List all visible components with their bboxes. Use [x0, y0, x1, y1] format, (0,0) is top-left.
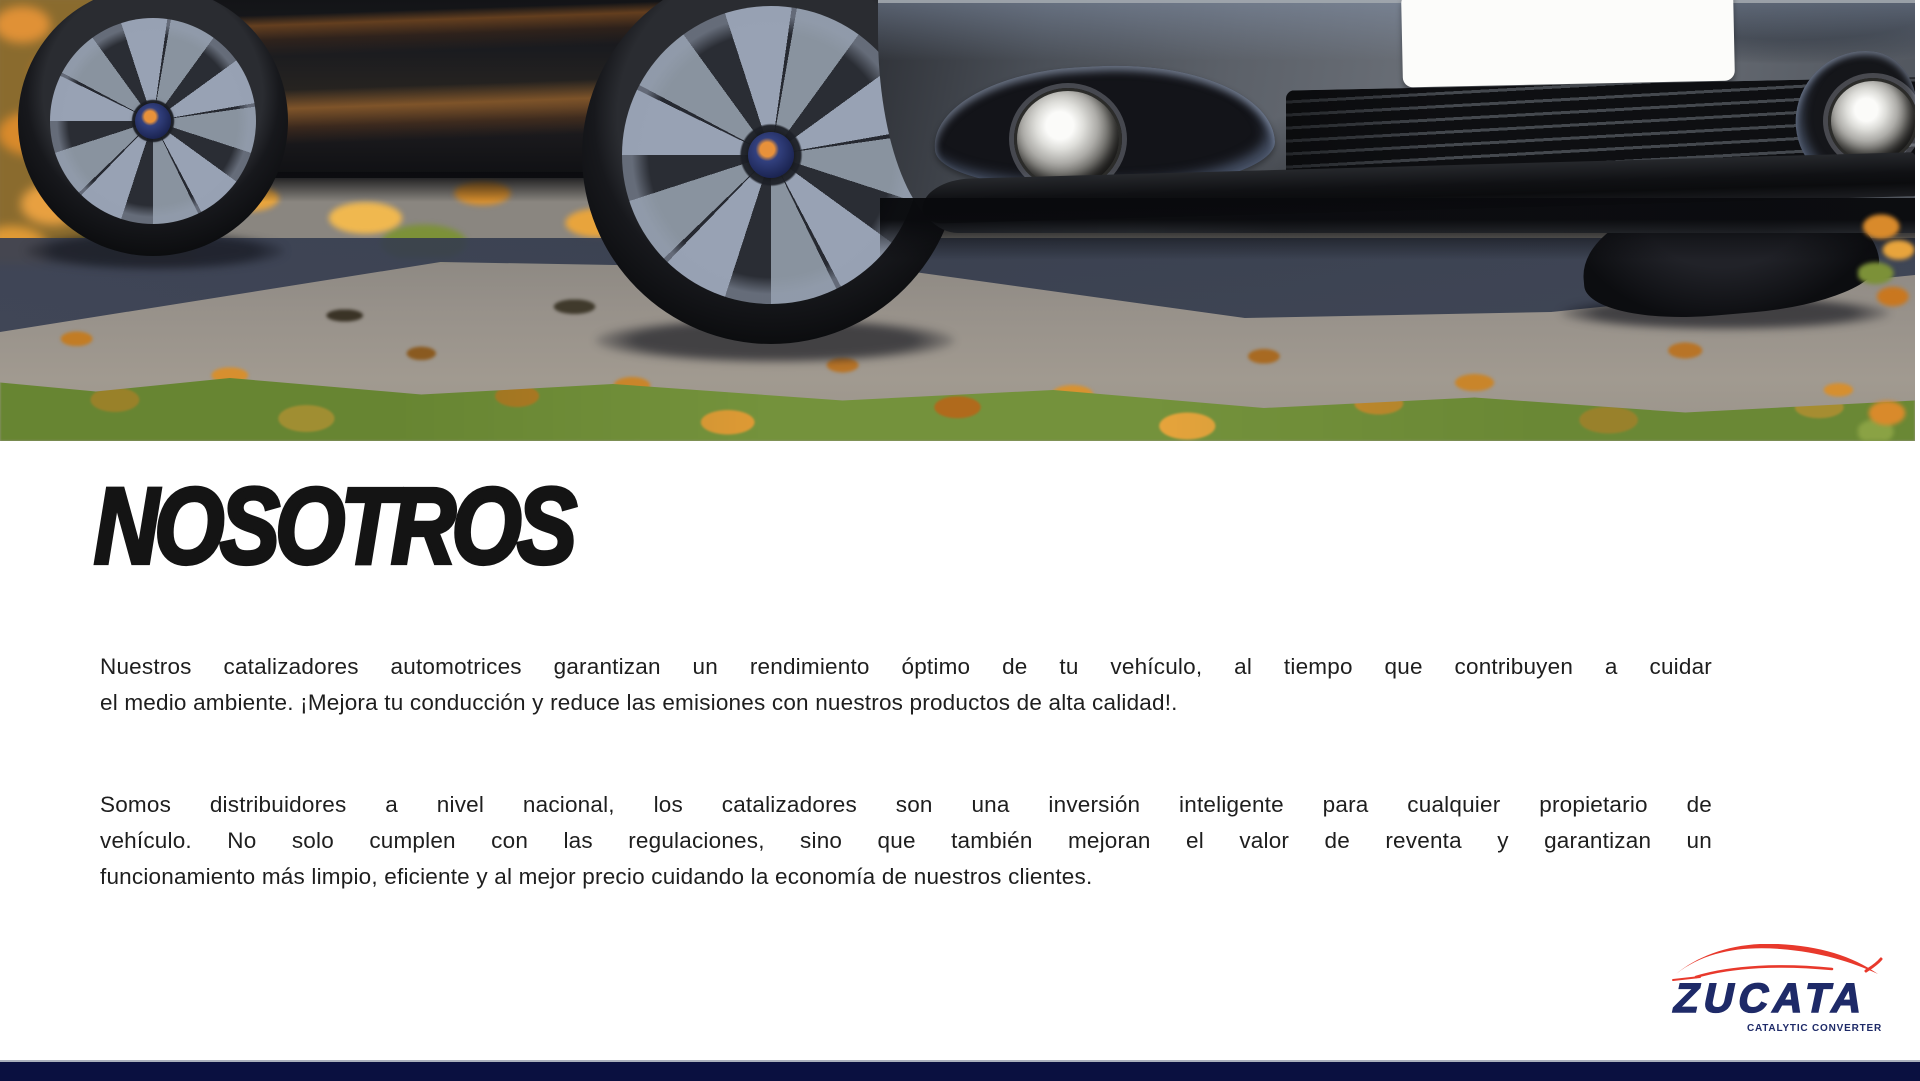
paragraph-line: funcionamiento más limpio, eficiente y al mejor precio cuidando la economía de nuestros clientes. [100, 864, 1093, 889]
fog-light-right [1828, 78, 1915, 164]
autumn-leaves-right-edge [1858, 208, 1915, 441]
page-title: NOSOTROS [94, 465, 573, 587]
license-plate [1401, 0, 1735, 87]
about-paragraph-1 [100, 649, 1712, 721]
paragraph-line: Somos distribuidores a nivel nacional, los catalizadores son una inversión inteligente para cualquier propietario de [100, 792, 1712, 817]
brand-tagline: CATALYTIC CONVERTER [1746, 1023, 1882, 1034]
under-bumper-shadow [880, 198, 1915, 260]
paragraph-line: vehículo. No solo cumplen con las regulaciones, sino que también mejoran el valor de reventa y garantizan un [100, 828, 1712, 853]
brand-name: ZUCATA [1669, 975, 1872, 1021]
footer-accent-bar [0, 1060, 1920, 1081]
about-paragraph-2 [100, 787, 1712, 895]
hero-car-photo [0, 0, 1915, 441]
rear-wheel-hubcap [135, 103, 171, 139]
zucata-logo[interactable] [1669, 944, 1884, 1034]
paragraph-line: Nuestros catalizadores automotrices garantizan un rendimiento óptimo de tu vehículo, al tiempo que contribuyen a cuidar [100, 654, 1712, 679]
paragraph-line: el medio ambiente. ¡Mejora tu conducción y reduce las emisiones con nuestros productos de alta calidad!. [100, 690, 1178, 715]
front-wheel-hubcap [748, 132, 794, 178]
